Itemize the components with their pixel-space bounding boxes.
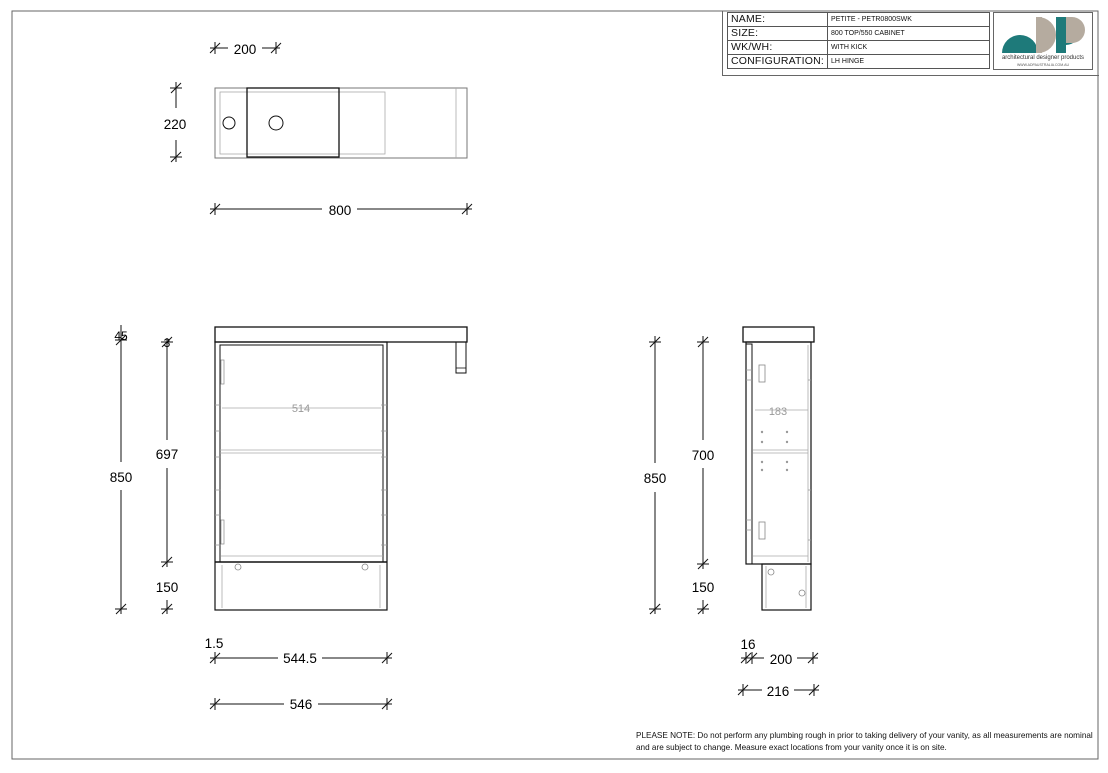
vanity-top-outline — [215, 88, 467, 158]
side-dim-overall-depth: 216 — [766, 684, 790, 699]
cabinet-outline — [220, 92, 385, 154]
side-vanity-top — [743, 327, 814, 342]
size-label: SIZE: — [728, 27, 828, 41]
front-dim-kick-height: 150 — [155, 580, 179, 595]
front-dim-overall-height: 850 — [109, 470, 133, 485]
side-door-edge — [746, 344, 752, 564]
plan-dim-basin-offset: 200 — [233, 42, 257, 57]
front-dim-side: 1.5 — [204, 636, 224, 651]
front-view — [215, 327, 467, 610]
cabinet-body — [215, 342, 387, 610]
side-view — [743, 327, 814, 610]
vanity-top — [215, 327, 467, 342]
front-dimensions — [115, 325, 392, 710]
wkwh-label: WK/WH: — [728, 41, 828, 55]
cabinet-door — [220, 345, 383, 562]
front-dim-door-width: 544.5 — [283, 651, 317, 666]
tap-hole — [223, 117, 235, 129]
plumbing-note: PLEASE NOTE: Do not perform any plumbing rough in prior to taking delivery of your vanity, as all measurements are nominal and are subject to change. Measure exact locations from your vanity once it is on site. — [636, 731, 1093, 752]
plan-view — [215, 88, 467, 158]
front-dim-cabinet-width: 546 — [289, 697, 313, 712]
wkwh-value: WITH KICK — [828, 41, 990, 55]
front-dim-inner-width: 514 — [291, 403, 311, 415]
side-dim-overall-height: 850 — [643, 471, 667, 486]
basin-outline — [247, 88, 339, 157]
front-dim-kick-gap: 3 — [163, 336, 171, 350]
logo-url: WWW.ADPAUSTRALIA.COM.AU — [1016, 63, 1070, 67]
side-dim-door-thickness: 16 — [740, 637, 756, 652]
configuration-value: LH HINGE — [828, 55, 990, 69]
side-dim-cabinet-height: 700 — [691, 448, 715, 463]
front-dim-cabinet-height: 697 — [155, 447, 179, 462]
plan-dim-depth: 220 — [163, 117, 187, 132]
waste-hole — [269, 116, 283, 130]
side-dim-kick-height: 150 — [691, 580, 715, 595]
front-dim-top-thickness: 45 — [114, 329, 128, 343]
side-dimensions — [649, 336, 819, 696]
name-label: NAME: — [728, 13, 828, 27]
plan-dim-width: 800 — [328, 203, 352, 218]
name-value: PETITE - PETR0800SWK — [828, 13, 990, 27]
logo-text: architectural designer products — [1001, 55, 1085, 61]
configuration-label: CONFIGURATION: — [728, 55, 828, 69]
side-kick — [762, 564, 811, 610]
side-dim-body-depth: 200 — [769, 652, 793, 667]
size-value: 800 TOP/550 CABINET — [828, 27, 990, 41]
side-dim-inner-depth: 183 — [768, 406, 788, 418]
